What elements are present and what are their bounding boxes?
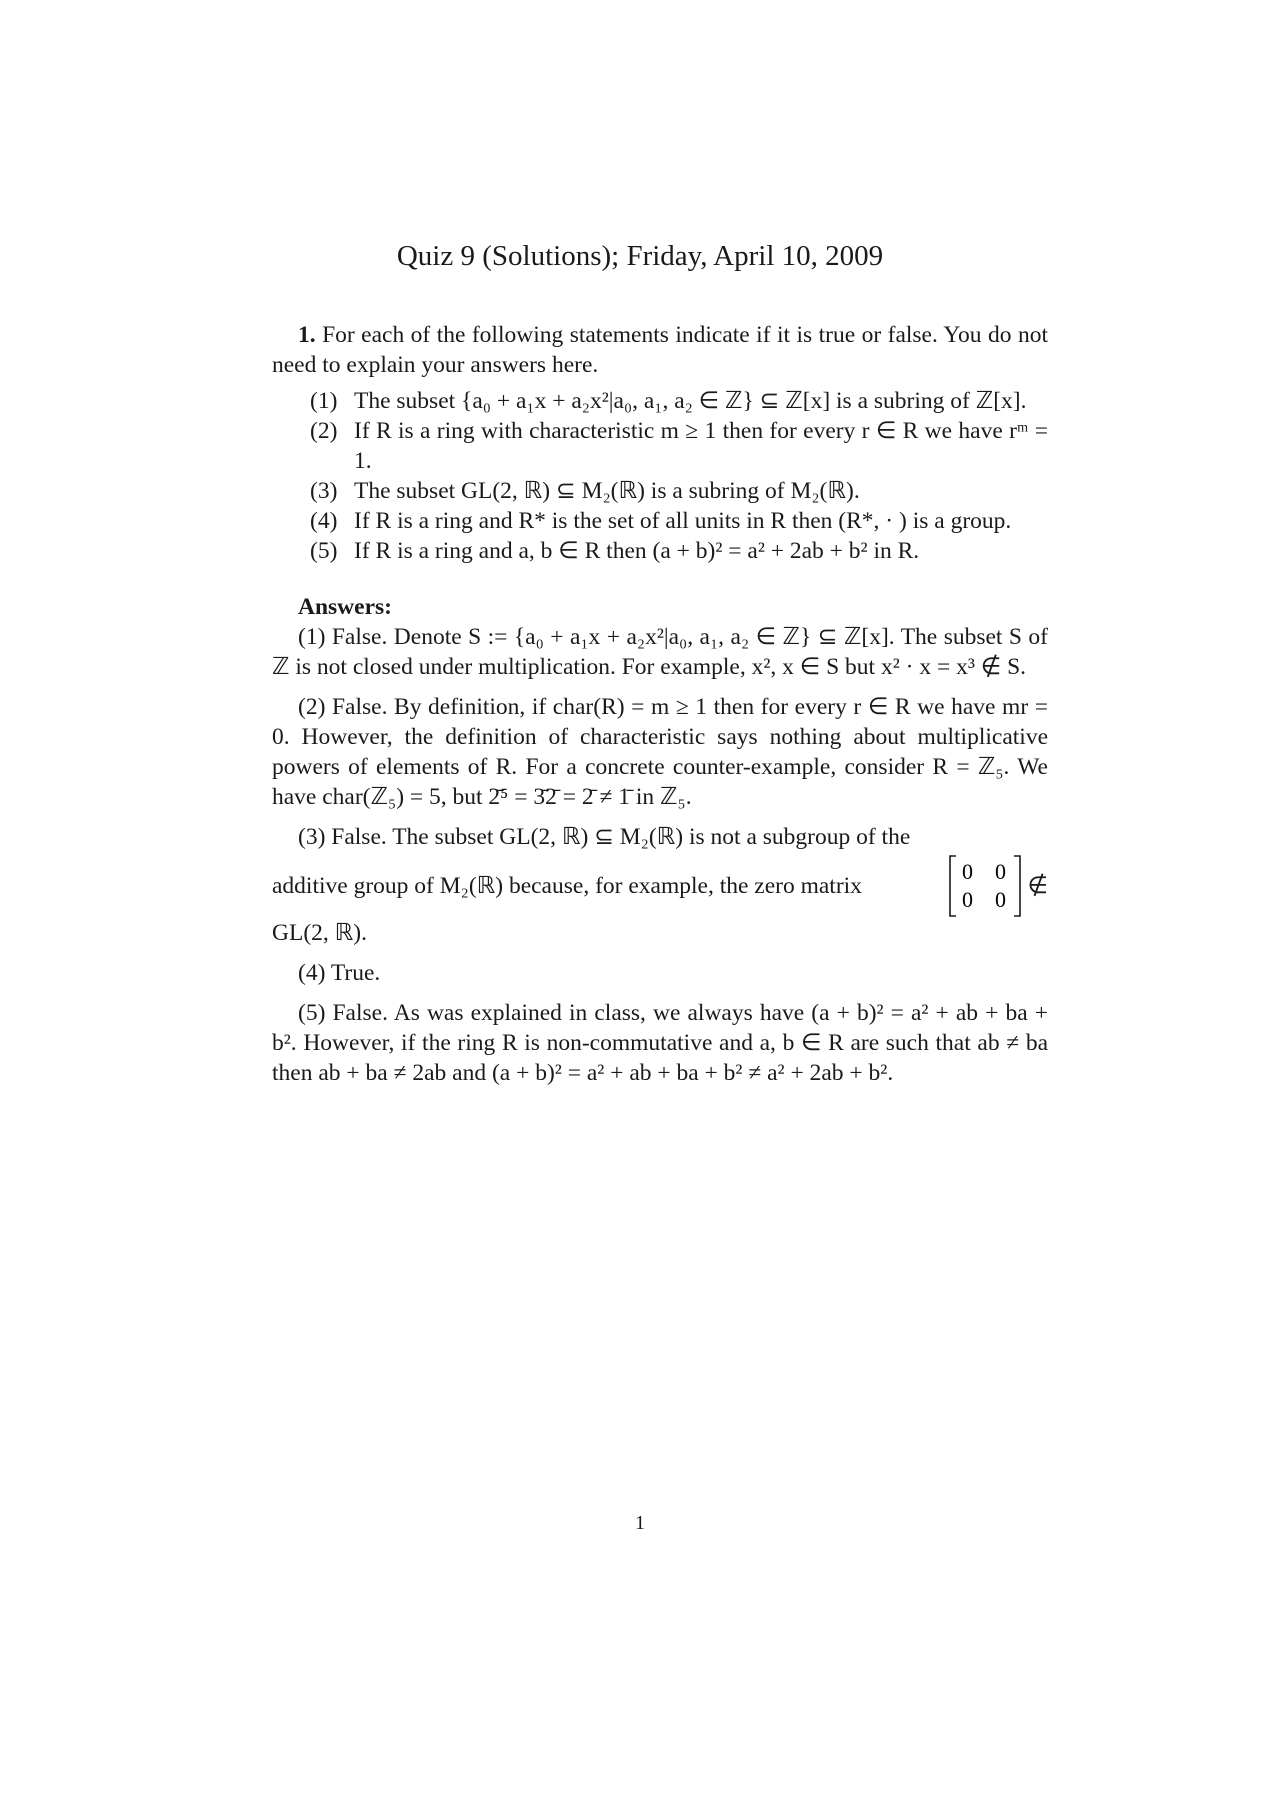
problem-number: 1. [298, 322, 316, 348]
statement-number: (2) [310, 418, 338, 444]
page-title: Quiz 9 (Solutions); Friday, April 10, 2009 [396, 240, 884, 272]
answer-3-line-2: additive group of M₂(ℝ) because, for example, the zero matrix [272, 873, 862, 899]
matrix-entry: 0 [994, 859, 1006, 884]
statement-number: (5) [310, 538, 338, 564]
matrix-entry: 0 [994, 887, 1006, 912]
statement-text: The subset GL(2, ℝ) ⊆ M₂(ℝ) is a subring of M₂(ℝ). [354, 478, 860, 504]
zero-matrix-svg [948, 854, 1022, 918]
answer-4: (4) True. [298, 960, 381, 986]
page-number: 1 [635, 1512, 645, 1534]
answer-3 [272, 822, 1048, 948]
answer-2: (2) False. By definition, if char(R) = m ≥ 1 then for every r ∈ R we have mr = 0. However, the definition of characteristic says nothing about multiplicative powers of elements of R. For a concrete counter-example, consider R = ℤ₅. We have char(ℤ₅) = 5, but 2̄⁵ = 3̄2̄ = 2̄ ≠ 1̄ in ℤ₅. [272, 694, 1048, 810]
statement-list [272, 386, 1048, 566]
statement-item [272, 536, 1048, 566]
answer-3-line-1: (3) False. The subset GL(2, ℝ) ⊆ M₂(ℝ) is not a subgroup of the [298, 824, 911, 850]
matrix-entry: 0 [961, 859, 973, 884]
answer-3-row [272, 854, 1048, 918]
zero-matrix [948, 854, 1022, 918]
statement-item [272, 476, 1048, 506]
statement-number: (3) [310, 478, 338, 504]
statement-item [272, 416, 1048, 476]
statement-text: If R is a ring and a, b ∈ R then (a + b)² = a² + 2ab + b² in R. [354, 538, 920, 564]
answer-1: (1) False. Denote S := {a₀ + a₁x + a₂x²|a₀, a₁, a₂ ∈ ℤ} ⊆ ℤ[x]. The subset S of ℤ is not closed under multiplication. For example, x², x ∈ S but x² · x = x³ ∉ S. [272, 624, 1048, 680]
answer-3-line-3: GL(2, ℝ). [272, 920, 367, 946]
statement-number: (1) [310, 388, 338, 414]
statement-text: The subset {a₀ + a₁x + a₂x²|a₀, a₁, a₂ ∈ ℤ} ⊆ ℤ[x] is a subring of ℤ[x]. [354, 388, 1027, 414]
answers-heading: Answers: [298, 594, 392, 620]
statement-text: If R is a ring with characteristic m ≥ 1 then for every r ∈ R we have rᵐ = 1. [354, 418, 1048, 474]
problem-intro [272, 320, 1048, 380]
problem-intro-text: For each of the following statements indicate if it is true or false. You do not need to explain your answers here. [272, 322, 1048, 378]
matrix-entry: 0 [961, 887, 973, 912]
zero-matrix-group [942, 854, 1048, 918]
statement-item [272, 386, 1048, 416]
not-in-symbol: ∉ [1027, 873, 1048, 899]
answer-5: (5) False. As was explained in class, we always have (a + b)² = a² + ab + ba + b². However, if the ring R is non-commutative and a, b ∈ R are such that ab ≠ ba then ab + ba ≠ 2ab and (a + b)² = a² + ab + ba + b² ≠ a² + 2ab + b². [272, 1000, 1048, 1086]
statement-item [272, 506, 1048, 536]
statement-text: If R is a ring and R* is the set of all units in R then (R*, · ) is a group. [354, 508, 1012, 534]
document-body [272, 320, 1048, 1088]
statement-number: (4) [310, 508, 338, 534]
